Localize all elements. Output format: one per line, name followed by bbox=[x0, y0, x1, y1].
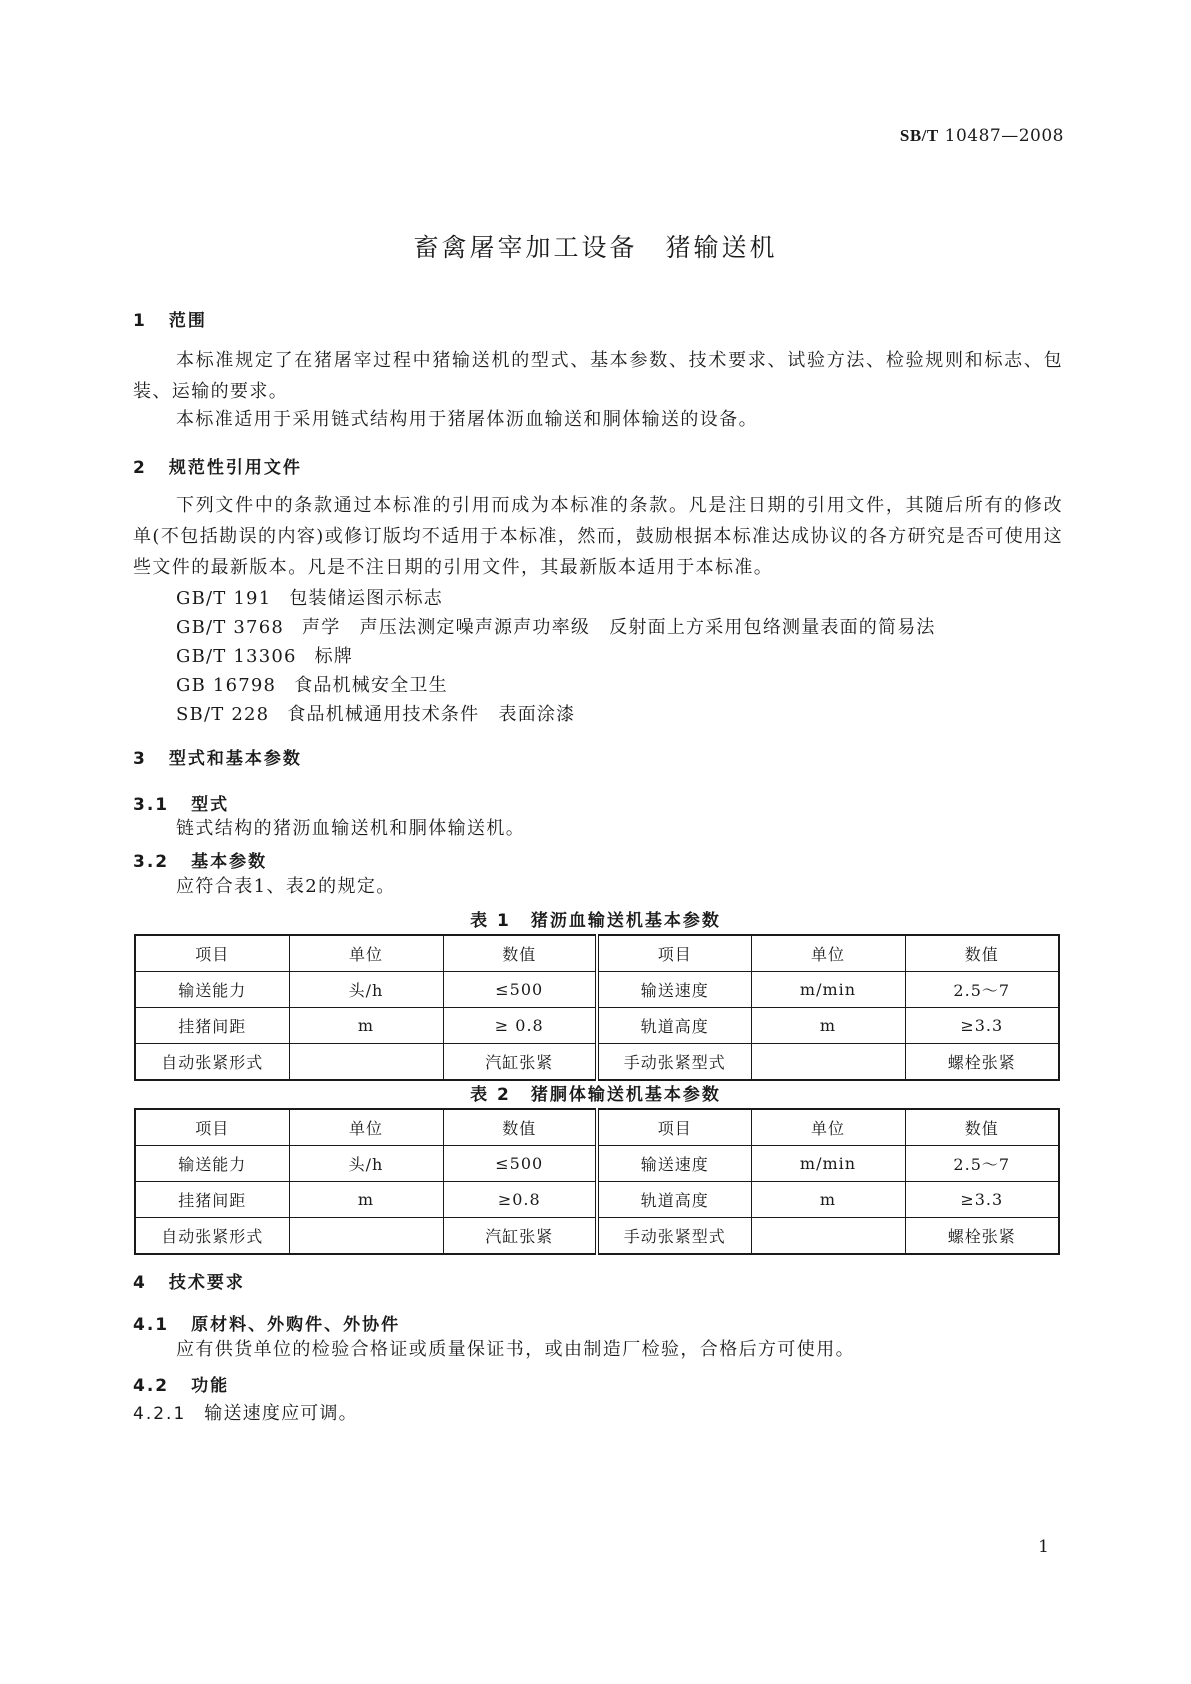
section-3-heading bbox=[133, 744, 302, 769]
table-cell: 项目 bbox=[135, 935, 289, 972]
table-cell: 挂猪间距 bbox=[135, 1008, 289, 1044]
table-cell: 挂猪间距 bbox=[135, 1182, 289, 1218]
table-cell: ≥3.3 bbox=[905, 1182, 1059, 1218]
table-cell: 项目 bbox=[597, 935, 751, 972]
section-number: 3 bbox=[133, 749, 147, 769]
table-cell bbox=[751, 1044, 905, 1081]
section-4-2-heading bbox=[133, 1371, 229, 1396]
reference-item bbox=[176, 584, 443, 610]
document-title bbox=[0, 228, 1191, 264]
reference-item bbox=[176, 700, 575, 726]
table-cell: m/min bbox=[751, 972, 905, 1008]
scope-paragraph-2: 本标准适用于采用链式结构用于猪屠体沥血输送和胴体输送的设备。 bbox=[176, 409, 758, 430]
standard-number bbox=[900, 126, 1064, 146]
section-4-heading bbox=[133, 1268, 245, 1293]
materials-paragraph: 应有供货单位的检验合格证或质量保证书，或由制造厂检验，合格后方可使用。 bbox=[176, 1339, 855, 1360]
table-cell: m bbox=[289, 1182, 443, 1218]
section-number: 4 bbox=[133, 1273, 147, 1293]
reference-item bbox=[176, 613, 936, 639]
table-title: 猪沥血输送机基本参数 bbox=[530, 911, 721, 931]
table-cell: ≤500 bbox=[443, 972, 597, 1008]
table-row bbox=[135, 1008, 1059, 1044]
table-header-row bbox=[135, 935, 1059, 972]
table-cell: 单位 bbox=[289, 1109, 443, 1146]
reference-item bbox=[176, 671, 448, 697]
section-3-1-heading bbox=[133, 790, 229, 815]
table-cell: m bbox=[751, 1008, 905, 1044]
reference-title: 声学 声压法测定噪声源声功率级 反射面上方采用包络测量表面的简易法 bbox=[302, 617, 936, 638]
table-cell: 数值 bbox=[905, 1109, 1059, 1146]
table-cell: 输送速度 bbox=[597, 1146, 751, 1182]
section-title: 范围 bbox=[168, 311, 207, 331]
table-cell: 头/h bbox=[289, 972, 443, 1008]
section-number: 3.1 bbox=[133, 795, 170, 815]
normative-paragraph: 下列文件中的条款通过本标准的引用而成为本标准的条款。凡是注日期的引用文件，其随后所有的修改单(不包括勘误的内容)或修订版均不适用于本标准，然而，鼓励根据本标准达成协议的各方研究是否可使用这些文件的最新版本。凡是不注日期的引用文件，其最新版本适用于本标准。 bbox=[133, 495, 1063, 578]
table-cell: 汽缸张紧 bbox=[443, 1044, 597, 1081]
reference-title: 食品机械通用技术条件 表面涂漆 bbox=[287, 704, 576, 725]
table-cell: 项目 bbox=[135, 1109, 289, 1146]
section-4-1-heading bbox=[133, 1310, 400, 1335]
table-cell: 输送能力 bbox=[135, 1146, 289, 1182]
table-cell: ≥3.3 bbox=[905, 1008, 1059, 1044]
table-cell: 自动张紧形式 bbox=[135, 1044, 289, 1081]
table-cell: ≥0.8 bbox=[443, 1182, 597, 1218]
table-1 bbox=[134, 934, 1060, 1081]
standard-code: 10487—2008 bbox=[944, 126, 1064, 146]
table-cell: m/min bbox=[751, 1146, 905, 1182]
table-cell: m bbox=[289, 1008, 443, 1044]
table-row bbox=[135, 1218, 1059, 1255]
table-cell: m bbox=[751, 1182, 905, 1218]
table-cell: 数值 bbox=[443, 1109, 597, 1146]
table-cell bbox=[289, 1044, 443, 1081]
reference-title: 标牌 bbox=[314, 646, 354, 667]
table-row bbox=[135, 1044, 1059, 1081]
section-number: 4.2 bbox=[133, 1376, 170, 1396]
params-paragraph: 应符合表1、表2的规定。 bbox=[176, 876, 396, 897]
table-2-caption bbox=[0, 1080, 1191, 1105]
table-cell: 输送能力 bbox=[135, 972, 289, 1008]
standard-prefix: SB/T bbox=[899, 126, 939, 145]
table-cell: 单位 bbox=[289, 935, 443, 972]
table-cell: ≤500 bbox=[443, 1146, 597, 1182]
table-cell: 轨道高度 bbox=[597, 1182, 751, 1218]
clause-4-2-1 bbox=[133, 1399, 358, 1425]
table-cell bbox=[751, 1218, 905, 1255]
table-cell: 项目 bbox=[597, 1109, 751, 1146]
table-cell: 轨道高度 bbox=[597, 1008, 751, 1044]
table-cell: 数值 bbox=[905, 935, 1059, 972]
reference-code: GB/T 191 bbox=[176, 588, 272, 609]
table-number: 表 1 bbox=[470, 911, 511, 931]
section-title: 技术要求 bbox=[168, 1273, 245, 1293]
section-number: 4.1 bbox=[133, 1315, 170, 1335]
reference-code: SB/T 228 bbox=[176, 704, 270, 725]
table-1-caption bbox=[0, 906, 1191, 931]
table-2 bbox=[134, 1108, 1060, 1255]
section-title: 型式 bbox=[191, 795, 230, 815]
section-title: 功能 bbox=[191, 1376, 230, 1396]
table-row bbox=[135, 1182, 1059, 1218]
reference-title: 食品机械安全卫生 bbox=[294, 675, 448, 696]
reference-title: 包装储运图示标志 bbox=[289, 588, 443, 609]
table-number: 表 2 bbox=[470, 1085, 511, 1105]
table-cell: 头/h bbox=[289, 1146, 443, 1182]
table-cell: 自动张紧形式 bbox=[135, 1218, 289, 1255]
table-cell: 数值 bbox=[443, 935, 597, 972]
scope-paragraph-1: 本标准规定了在猪屠宰过程中猪输送机的型式、基本参数、技术要求、试验方法、检验规则和标志、包装、运输的要求。 bbox=[133, 350, 1063, 402]
table-cell: 手动张紧型式 bbox=[597, 1044, 751, 1081]
section-title: 型式和基本参数 bbox=[168, 749, 302, 769]
table-header-row bbox=[135, 1109, 1059, 1146]
section-number: 2 bbox=[133, 458, 147, 478]
clause-number: 4.2.1 bbox=[133, 1404, 187, 1424]
table-cell: 单位 bbox=[751, 935, 905, 972]
table-cell: 螺栓张紧 bbox=[905, 1044, 1059, 1081]
title-part-2: 猪输送机 bbox=[665, 233, 778, 262]
table-title: 猪胴体输送机基本参数 bbox=[530, 1085, 721, 1105]
reference-item bbox=[176, 642, 353, 668]
section-title: 基本参数 bbox=[191, 852, 268, 872]
section-title: 原材料、外购件、外协件 bbox=[191, 1315, 401, 1335]
section-3-2-heading bbox=[133, 847, 267, 872]
table-cell: 2.5～7 bbox=[905, 972, 1059, 1008]
table-cell: 手动张紧型式 bbox=[597, 1218, 751, 1255]
table-cell: 输送速度 bbox=[597, 972, 751, 1008]
table-cell: 螺栓张紧 bbox=[905, 1218, 1059, 1255]
table-cell: 单位 bbox=[751, 1109, 905, 1146]
reference-code: GB/T 13306 bbox=[176, 646, 297, 667]
section-title: 规范性引用文件 bbox=[168, 458, 302, 478]
section-2-heading bbox=[133, 453, 302, 478]
table-cell: 2.5～7 bbox=[905, 1146, 1059, 1182]
type-paragraph: 链式结构的猪沥血输送机和胴体输送机。 bbox=[176, 818, 526, 839]
section-number: 3.2 bbox=[133, 852, 170, 872]
table-cell: ≥ 0.8 bbox=[443, 1008, 597, 1044]
page-number: 1 bbox=[1038, 1537, 1049, 1557]
section-1-heading bbox=[133, 306, 207, 331]
table-cell: 汽缸张紧 bbox=[443, 1218, 597, 1255]
section-number: 1 bbox=[133, 311, 147, 331]
title-part-1: 畜禽屠宰加工设备 bbox=[413, 233, 638, 262]
clause-text: 输送速度应可调。 bbox=[204, 1403, 358, 1424]
reference-code: GB 16798 bbox=[176, 675, 277, 696]
table-row bbox=[135, 1146, 1059, 1182]
table-row bbox=[135, 972, 1059, 1008]
table-cell bbox=[289, 1218, 443, 1255]
reference-code: GB/T 3768 bbox=[176, 617, 285, 638]
